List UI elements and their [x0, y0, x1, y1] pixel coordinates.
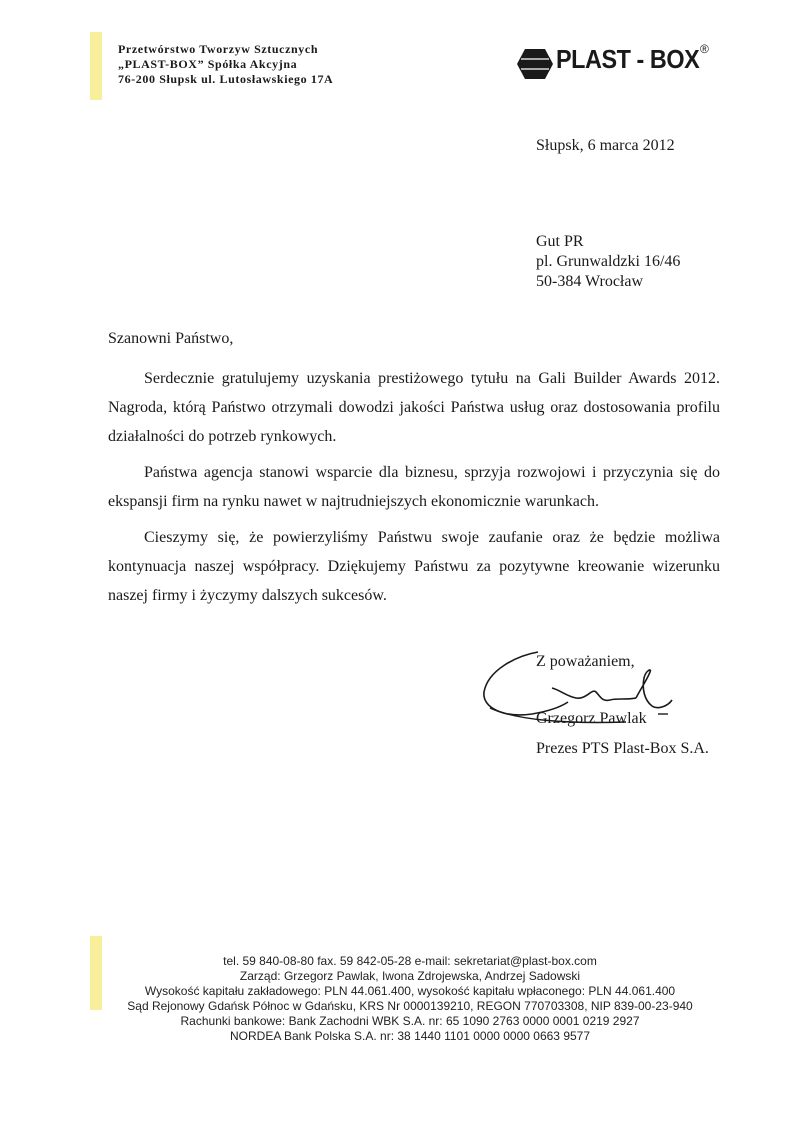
body-paragraph-2: Państwa agencja stanowi wsparcie dla biznesu, sprzyja rozwojowi i przyczynia się do ekspansji firm na rynku nawet w najtrudniejszych ekonomicznie warunkach.	[108, 464, 720, 510]
hexagon-logo-icon	[516, 48, 554, 80]
letter-body	[108, 364, 720, 610]
signatory-name: Grzegorz Pawlak	[536, 710, 647, 727]
logo-wordmark: PLAST - BOX	[556, 44, 700, 74]
recipient-name: Gut PR	[536, 233, 584, 250]
signatory-title: Prezes PTS Plast-Box S.A.	[536, 740, 709, 757]
plast-box-logo	[516, 40, 716, 84]
header-accent-bar	[90, 32, 102, 100]
salutation: Szanowni Państwo,	[108, 330, 234, 347]
letter-date: Słupsk, 6 marca 2012	[536, 137, 675, 154]
registered-mark: ®	[700, 42, 709, 56]
company-name-line-2: „PLAST-BOX” Spółka Akcyjna	[118, 57, 298, 71]
body-paragraph-1: Serdecznie gratulujemy uzyskania prestiżowego tytułu na Gali Builder Awards 2012. Nagroda, którą Państwo otrzymali dowodzi jakości Państwa usług oraz dostosowania profilu działalności do potrzeb rynkowych.	[108, 370, 720, 445]
recipient-city: 50-384 Wrocław	[536, 273, 644, 290]
footer-bank-line-2: NORDEA Bank Polska S.A. nr: 38 1440 1101 0000 0000 0663 9577	[229, 1029, 591, 1043]
footer-registry-line: Sąd Rejonowy Gdańsk Północ w Gdańsku, KRS Nr 0000139210, REGON 770703308, NIP 839-00-23-940	[127, 999, 693, 1013]
footer-board-line: Zarząd: Grzegorz Pawlak, Iwona Zdrojewska, Andrzej Sadowski	[239, 969, 581, 983]
recipient-street: pl. Grunwaldzki 16/46	[536, 253, 681, 270]
footer-capital-line: Wysokość kapitału zakładowego: PLN 44.061.400, wysokość kapitału wpłaconego: PLN 44.061.400	[144, 984, 676, 998]
footer-bank-line-1: Rachunki bankowe: Bank Zachodni WBK S.A. nr: 65 1090 2763 0000 0001 0219 2927	[180, 1014, 640, 1028]
company-name-line-1: Przetwórstwo Tworzyw Sztucznych	[118, 42, 319, 56]
company-footer	[100, 954, 720, 1044]
company-address-line: 76-200 Słupsk ul. Lutosławskiego 17A	[118, 72, 334, 86]
footer-contact-line: tel. 59 840-08-80 fax. 59 842-05-28 e-mail: sekretariat@plast-box.com	[223, 954, 597, 968]
closing-regards: Z poważaniem,	[536, 653, 635, 670]
body-paragraph-3: Cieszymy się, że powierzyliśmy Państwu swoje zaufanie oraz że będzie możliwa kontynuacja naszej współpracy. Dziękujemy Państwu za pozytywne kreowanie wizerunku naszej firmy i życzymy dalszych sukcesów.	[108, 529, 720, 604]
